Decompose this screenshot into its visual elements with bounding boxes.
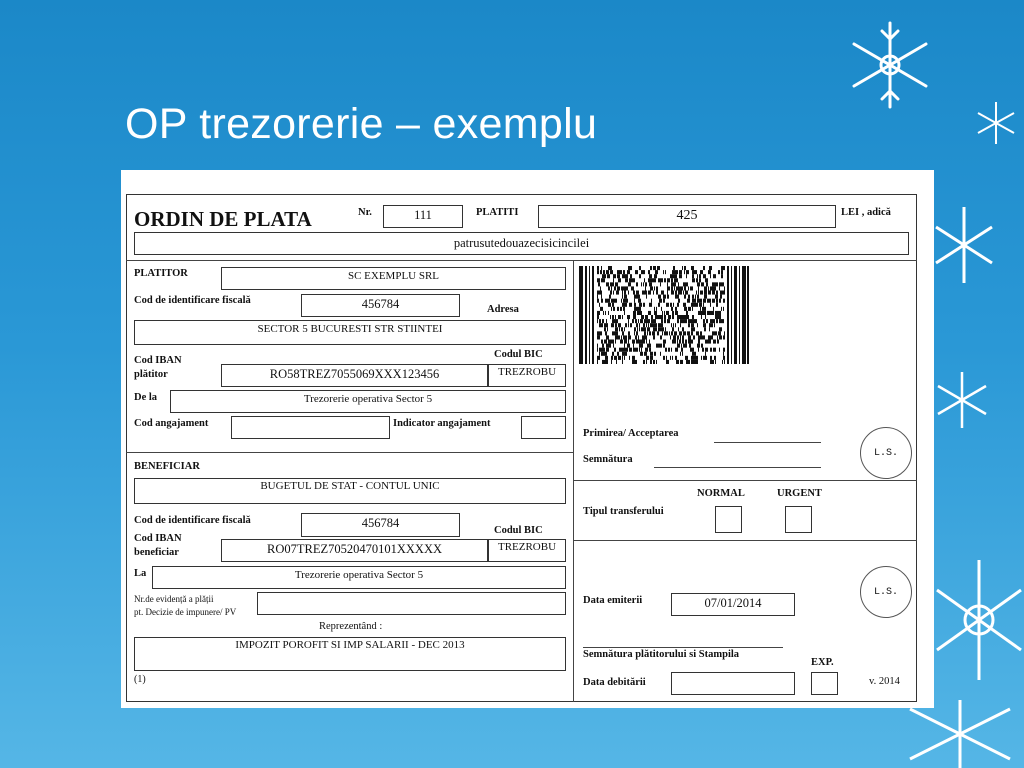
- evidenta-field[interactable]: [257, 592, 566, 615]
- nr-label: Nr.: [358, 207, 372, 218]
- ls-stamp-circle: L.S.: [860, 427, 912, 479]
- amount-words-value: patrusutedouazecisicincilei: [453, 236, 590, 250]
- amount-value: 425: [676, 208, 698, 223]
- beneficiar-cif-label: Cod de identificare fiscală: [134, 515, 251, 526]
- snowflake-icon: [905, 700, 1015, 768]
- angajament-field[interactable]: [231, 416, 390, 439]
- nr-value: 111: [414, 208, 432, 222]
- note-label: (1): [134, 674, 146, 685]
- dela-value: Trezorerie operativa Sector 5: [303, 393, 433, 405]
- version-label: v. 2014: [869, 676, 900, 687]
- platitor-bic-label: Codul BIC: [494, 349, 543, 360]
- evidenta-label-2: pt. Decizie de impunere/ PV: [134, 607, 237, 617]
- platitor-iban-label-2: plătitor: [134, 369, 168, 380]
- slide-title: OP trezorerie – exemplu: [125, 100, 598, 148]
- snowflake-icon: [845, 20, 935, 110]
- tipul-label: Tipul transferului: [583, 506, 664, 517]
- data-emiterii-value: 07/01/2014: [704, 596, 762, 610]
- beneficiar-name-value: BUGETUL DE STAT - CONTUL UNIC: [260, 480, 440, 492]
- evidenta-label-1: Nr.de evidență a plății: [134, 594, 214, 604]
- vertical-divider: [573, 260, 574, 702]
- beneficiar-iban-value: RO07TREZ70520470101XXXXX: [267, 542, 442, 556]
- form-title: ORDIN DE PLATA: [134, 207, 312, 231]
- divider: [573, 540, 917, 541]
- beneficiar-cif-value: 456784: [361, 516, 400, 530]
- exp-checkbox[interactable]: [811, 672, 838, 695]
- angajament-label: Cod angajament: [134, 418, 209, 429]
- platitor-label: PLATITOR: [134, 268, 188, 279]
- platiti-label: PLATITI: [476, 207, 519, 218]
- data-debitarii-field[interactable]: [671, 672, 795, 695]
- la-value: Trezorerie operativa Sector 5: [294, 569, 424, 581]
- normal-checkbox[interactable]: [715, 506, 742, 533]
- ls-stamp-circle: L.S.: [860, 566, 912, 618]
- reprezentand-value: IMPOZIT POROFIT SI IMP SALARII - DEC 2013: [235, 639, 465, 651]
- divider: [126, 452, 574, 453]
- la-label: La: [134, 568, 147, 579]
- adresa-value: SECTOR 5 BUCURESTI STR STIINTEI: [257, 323, 443, 335]
- payment-order-form: [121, 170, 934, 708]
- snowflake-icon: [934, 555, 1024, 685]
- exp-label: EXP.: [811, 657, 834, 668]
- data-emiterii-label: Data emiterii: [583, 595, 643, 606]
- urgent-label: URGENT: [777, 488, 822, 499]
- beneficiar-label: BENEFICIAR: [134, 461, 200, 472]
- adresa-label: Adresa: [487, 304, 519, 315]
- indicator-label: Indicator angajament: [393, 418, 491, 429]
- platitor-iban-value: RO58TREZ7055069XXX123456: [269, 367, 440, 381]
- platitor-cif-value: 456784: [361, 297, 400, 311]
- divider: [126, 260, 917, 261]
- primirea-label: Primirea/ Acceptarea: [583, 428, 679, 439]
- snowflake-icon: [973, 100, 1019, 146]
- snowflake-icon: [934, 205, 994, 285]
- signature-line: [583, 647, 783, 648]
- divider: [573, 480, 917, 481]
- indicator-field[interactable]: [521, 416, 566, 439]
- beneficiar-iban-label-1: Cod IBAN: [134, 533, 182, 544]
- beneficiar-bic-value: TREZROBU: [497, 541, 557, 553]
- semnatura-label: Semnătura: [583, 454, 633, 465]
- beneficiar-bic-label: Codul BIC: [494, 525, 543, 536]
- snowflake-icon: [934, 370, 990, 430]
- platitor-name-value: SC EXEMPLU SRL: [347, 270, 440, 282]
- semnatura-line: [654, 467, 821, 468]
- normal-label: NORMAL: [697, 488, 745, 499]
- platitor-cif-label: Cod de identificare fiscală: [134, 295, 251, 306]
- reprezentand-label: Reprezentând :: [319, 621, 383, 632]
- dela-label: De la: [134, 392, 158, 403]
- beneficiar-iban-label-2: beneficiar: [134, 547, 179, 558]
- barcode-image: [579, 266, 749, 364]
- semnatura-platitor-label: Semnătura plătitorului si Stampila: [583, 649, 740, 660]
- platitor-bic-value: TREZROBU: [497, 366, 557, 378]
- lei-label: LEI , adică: [841, 207, 891, 218]
- urgent-checkbox[interactable]: [785, 506, 812, 533]
- primirea-line: [714, 442, 821, 443]
- data-debitarii-label: Data debitării: [583, 677, 646, 688]
- platitor-iban-label-1: Cod IBAN: [134, 355, 182, 366]
